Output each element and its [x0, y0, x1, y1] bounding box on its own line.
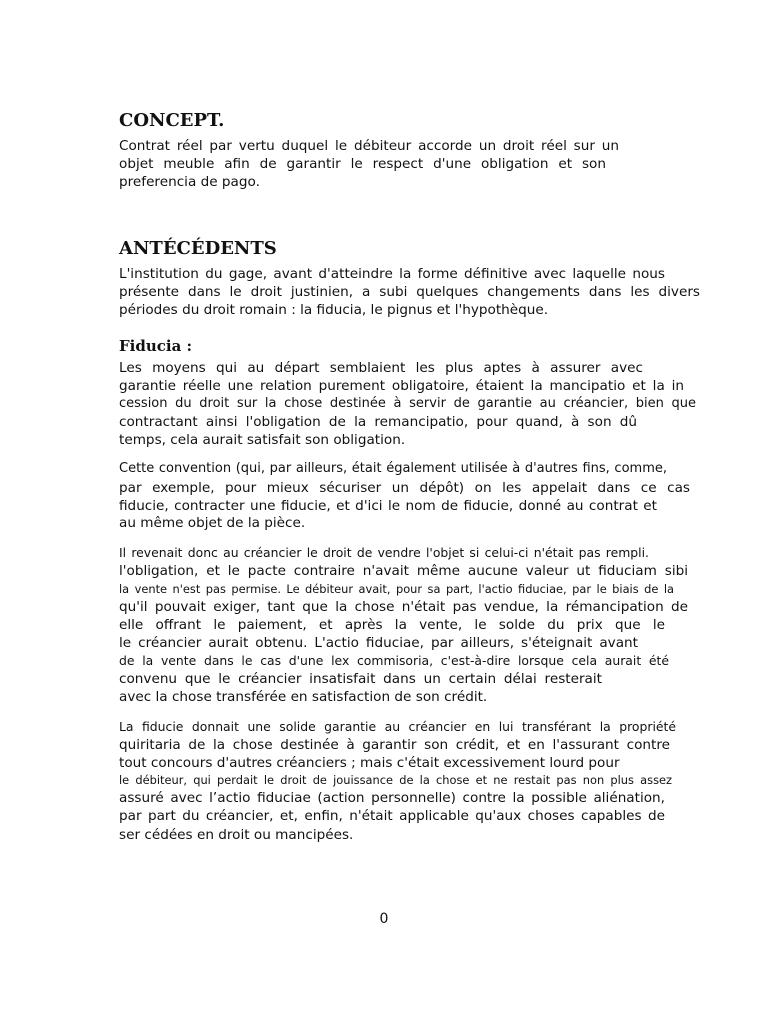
fiducia-p1-line: cession du droit sur la chose destinée à servir de garantie au créancier, bien que — [119, 396, 696, 411]
fiducia-p1-line: garantie réelle une relation purement obligatoire, étaient la mancipatio et la in — [119, 378, 684, 394]
fiducia-p2-line: au même objet de la pièce. — [119, 515, 306, 531]
concept-line: objet meuble afin de garantir le respect d'une obligation et son — [119, 156, 606, 172]
antecedents-line: périodes du droit romain : la fiducia, le pignus et l'hypothèque. — [119, 302, 549, 318]
concept-line: preferencia de pago. — [119, 174, 260, 190]
fiducia-p4-line: assuré avec l’actio fiduciae (action personnelle) contre la possible aliénation, — [119, 790, 665, 806]
fiducia-p2-line: Cette convention (qui, par ailleurs, était également utilisée à d'autres fins, comme, — [119, 461, 667, 476]
fiducia-p3-line: qu'il pouvait exiger, tant que la chose n'était pas vendue, la rémancipation de — [119, 599, 688, 615]
fiducia-p4-line: par part du créancier, et, enfin, n'était applicable qu'aux choses capables de — [119, 808, 665, 824]
fiducia-p2-line: fiducie, contracter une fiducie, et d'ici le nom de fiducie, donné au contrat et — [119, 498, 657, 514]
fiducia-p3-line: la vente n'est pas permise. Le débiteur avait, pour sa part, l'actio fiduciae, par le biais de la — [119, 582, 674, 596]
fiducia-p2-line: par exemple, pour mieux sécuriser un dépôt) on les appelait dans ce cas — [119, 480, 690, 496]
fiducia-p3-line: Il revenait donc au créancier le droit de vendre l'objet si celui-ci n'était pas rempli. — [119, 545, 649, 560]
fiducia-p4-line: La fiducie donnait une solide garantie au créancier en lui transférant la propriété — [119, 719, 676, 734]
fiducia-p3-line: elle offrant le paiement, et après la vente, le solde du prix que le — [119, 617, 665, 633]
fiducia-p1-line: contractant ainsi l'obligation de la remancipatio, pour quand, à son dû — [119, 414, 637, 430]
antecedents-heading: ANTÉCÉDENTS — [119, 238, 277, 259]
fiducia-p4-line: quiritaria de la chose destinée à garantir son crédit, et en l'assurant contre — [119, 737, 670, 753]
fiducia-p1-line: temps, cela aurait satisfait son obligation. — [119, 432, 406, 448]
page-number: 0 — [379, 911, 389, 927]
fiducia-p4-line: ser cédées en droit ou mancipées. — [119, 827, 354, 843]
concept-line: Contrat réel par vertu duquel le débiteur accorde un droit réel sur un — [119, 138, 619, 154]
concept-heading: CONCEPT. — [119, 110, 225, 131]
fiducia-p3-line: l'obligation, et le pacte contraire n'avait même aucune valeur ut fiduciam sibi — [119, 563, 688, 579]
fiducia-p3-line: de la vente dans le cas d'une lex commisoria, c'est-à-dire lorsque cela aurait été — [119, 653, 669, 668]
fiducia-heading: Fiducia : — [119, 337, 193, 355]
fiducia-p4-line: tout concours d'autres créanciers ; mais c'était excessivement lourd pour — [119, 755, 620, 771]
fiducia-p3-line: avec la chose transférée en satisfaction de son crédit. — [119, 689, 488, 705]
antecedents-line: L'institution du gage, avant d'atteindre la forme définitive avec laquelle nous — [119, 266, 665, 282]
fiducia-p3-line: le créancier aurait obtenu. L'actio fiduciae, par ailleurs, s'éteignait avant — [119, 635, 638, 651]
fiducia-p4-line: le débiteur, qui perdait le droit de jouissance de la chose et ne restait pas non plus assez — [119, 773, 672, 787]
fiducia-p3-line: convenu que le créancier insatisfait dans un certain délai resterait — [119, 671, 602, 687]
antecedents-line: présente dans le droit justinien, a subi quelques changements dans les divers — [119, 284, 700, 300]
fiducia-p1-line: Les moyens qui au départ semblaient les plus aptes à assurer avec — [119, 360, 643, 376]
